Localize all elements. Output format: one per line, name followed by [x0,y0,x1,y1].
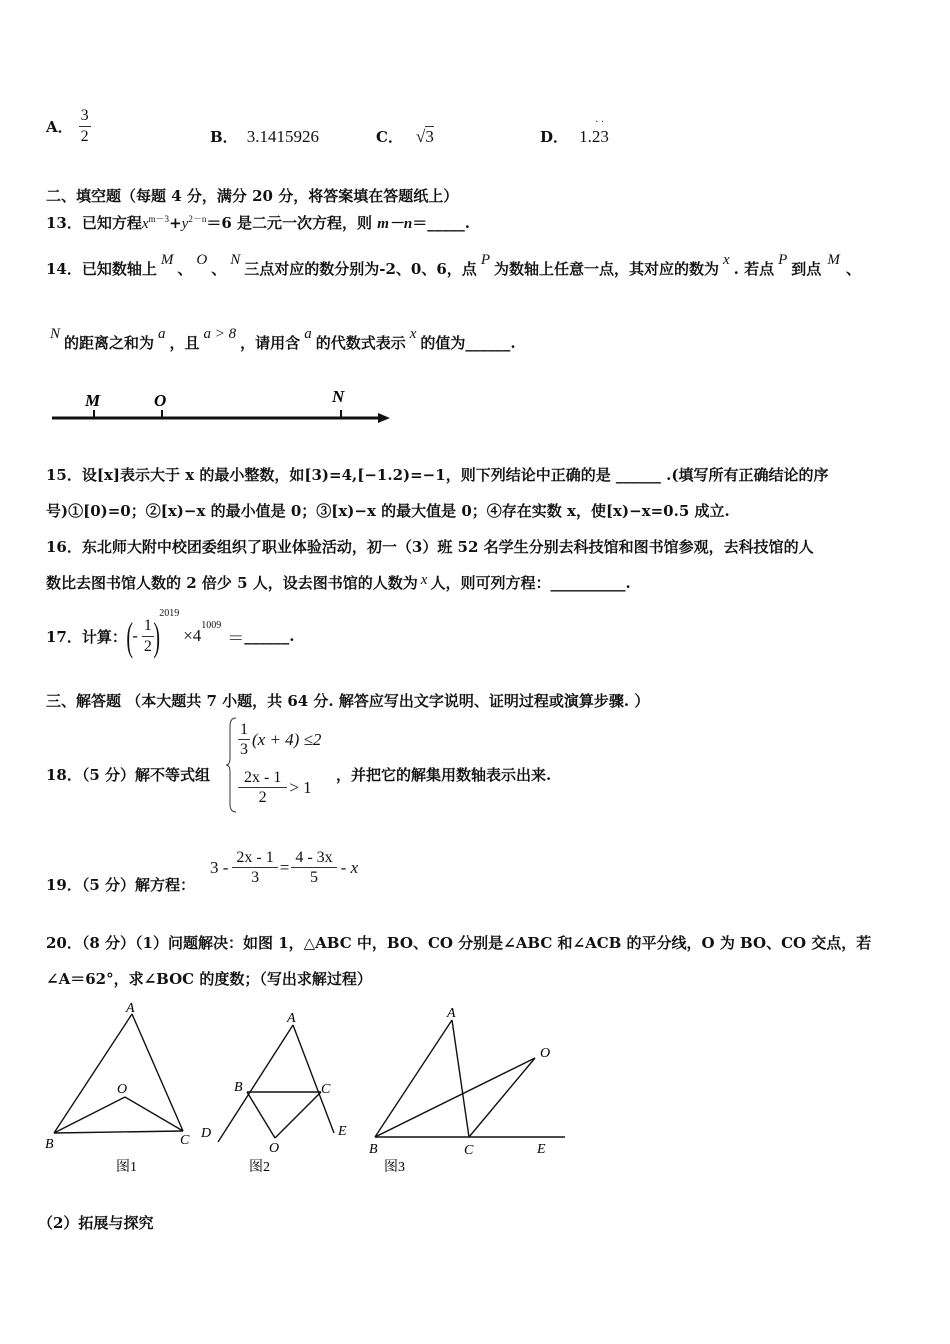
q18-inequality-1: $\frac{1}{3}$ (x + 4) ≤2 [240,721,322,759]
label-o: O [154,391,167,410]
choice-a-label: A． [46,117,73,136]
question-15-line-2: 号)①[0)=0；②[x)−x 的最小值是 0；③[x)−x 的最大值是 0；④存在实数 x，使[x)−x=0.5 成立. [46,502,730,520]
question-16-line-1: 16．东北师大附中校团委组织了职业体验活动，初一（3）班 52 名学生分别去科技馆和图书馆参观，去科技馆的人 [46,538,814,556]
question-14-line-1: 14．已知数轴上 M 、 O 、 N 三点对应的数分别为-2、0、6，点 P 为数轴上任意一点，其对应的数为 x . 若点 P 到点 M 、 [46,252,861,278]
q19-equation: 3 - $\frac{2x - 1}{3}$ = $\frac{4 - 3x}{5}$ - x [210,849,359,887]
question-19-label: 19．（5 分）解方程： [46,876,196,894]
number-line-arrow-icon [378,413,390,423]
choice-d-value: 1.23 [579,127,609,146]
question-18-label: 18．（5 分）解不等式组 [46,766,211,784]
choice-b-value: 3.1415926 [246,127,320,146]
question-13: 13．已知方程$x^{m-3}+y^{2-n}=6$ 是二元一次方程，则 m－n＝_____. [46,214,470,232]
choice-c [376,126,434,147]
choice-d-label: D． [540,128,569,146]
choice-b-label: B． [210,128,238,146]
label-m: M [85,391,101,410]
triangle-figures [40,1000,580,1190]
figure-1 [54,1014,183,1133]
q17-fraction: $\frac{1}{2}$ [143,617,152,655]
fig1-label-b: B [45,1137,54,1152]
label-n: N [332,387,345,406]
question-15-line-1: 15．设[x]表示大于 x 的最小整数，如[3)=4,[−1.2)=−1，则下列结论中正确的是 ______ .(填写所有正确结论的序 [46,466,829,484]
fig2-label-e: E [338,1124,347,1139]
figure-3 [375,1020,565,1137]
fig1-label-a: A [126,1001,135,1016]
choice-b [210,126,319,147]
fig3-label-a: A [447,1006,456,1021]
question-20-line-1: 20．（8 分）（1）问题解决：如图 1，△ABC 中，BO、CO 分别是∠ABC 和∠ACB 的平分线，O 为 BO、CO 交点，若 [46,934,872,952]
fig3-label-b: B [369,1142,378,1157]
choice-a-fraction: $\frac{3}{2}$ [80,107,89,145]
choice-d [540,117,609,147]
question-20-part-2: （2）拓展与探究 [38,1214,154,1232]
question-16-line-2: 数比去图书馆人数的 2 倍少 5 人，设去图书馆的人数为 x 人，则可列方程：__________. [46,572,631,592]
q18-system-brace [226,716,238,814]
section-2-heading: 二、填空题（每题 4 分，满分 20 分，将答案填在答题纸上） [46,187,459,205]
question-14-line-2: N 的距离之和为 a ，且 a > 8 ，请用含 a 的代数式表示 x 的值为______. [50,326,516,352]
q18-inequality-2: $\frac{2x - 1}{2}$ > 1 [238,768,312,807]
fig1-label-c: C [180,1133,190,1148]
fig2-label-c: C [321,1082,331,1097]
question-17: 17．计算： ( - $\frac{1}{2}$ ) 2019 ×4 1009 ＝ ______. [46,608,295,659]
section-3-heading: 三、解答题 （本大题共 7 小题，共 64 分. 解答应写出文字说明、证明过程或演算步骤. ） [46,692,650,710]
choice-a [46,100,91,152]
brace-icon [226,718,236,812]
fig2-label-d: D [201,1126,212,1141]
fig3-caption: 图3 [384,1160,405,1175]
fig1-label-o: O [117,1082,128,1097]
choice-d-repeat-dots: · · [595,117,605,128]
choice-c-label: C． [376,128,403,146]
fig2-label-a: A [287,1011,296,1026]
question-18-suffix: ，并把它的解集用数轴表示出来. [336,766,552,784]
question-20-line-2: ∠A＝62°，求∠BOC 的度数；（写出求解过程） [46,970,372,988]
choice-c-value: 3 [425,127,434,146]
fig1-caption: 图1 [116,1160,137,1175]
choice-c-radical: √ [416,127,426,146]
fig3-label-o: O [540,1046,551,1061]
fig2-caption: 图2 [249,1160,270,1175]
fig3-label-e: E [537,1142,546,1157]
fig2-label-b: B [234,1080,243,1095]
fig3-label-c: C [464,1143,474,1158]
fig2-label-o: O [269,1141,280,1156]
number-line-figure [44,380,404,430]
